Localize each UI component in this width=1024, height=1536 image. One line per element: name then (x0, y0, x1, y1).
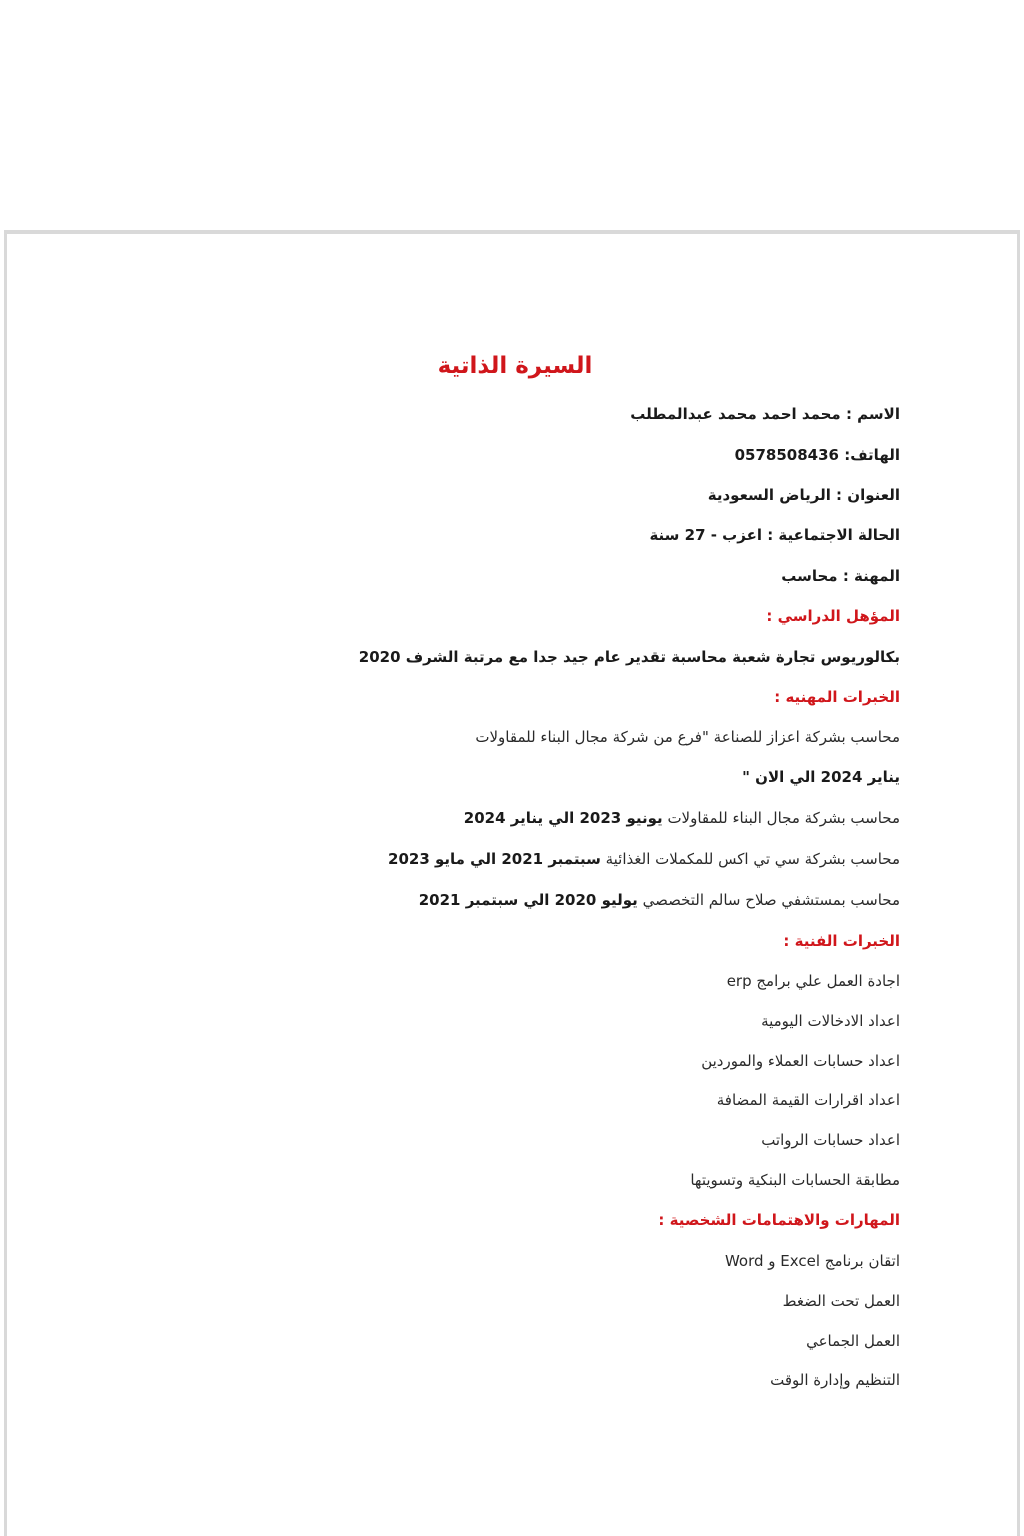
technical-item: اعداد اقرارات القيمة المضافة (716, 1091, 900, 1109)
personal-skill-item: العمل الجماعي (806, 1332, 900, 1350)
experience-item (475, 725, 900, 749)
education-heading: المؤهل الدراسي : (766, 607, 900, 625)
experience-heading: الخبرات المهنيه : (774, 688, 900, 706)
experience-role: محاسب بشركة اعزاز للصناعة "فرع من شركة مجال البناء للمقاولات (475, 728, 900, 746)
technical-item: مطابقة الحسابات البنكية وتسويتها (690, 1171, 900, 1189)
address-line: العنوان : الرياض السعودية (707, 486, 900, 504)
personal-skill-item: العمل تحت الضغط (782, 1292, 900, 1310)
personal-skill-item: التنظيم وإدارة الوقت (770, 1371, 900, 1389)
experience-dates: سبتمبر 2021 الي مايو 2023 (388, 850, 601, 868)
personal-skills-heading: المهارات والاهتمامات الشخصية : (658, 1211, 900, 1229)
experience-role: محاسب بشركة مجال البناء للمقاولات (667, 809, 900, 827)
technical-item: اعداد الادخالات اليومية (761, 1012, 900, 1030)
experience-dates: يونيو 2023 الي يناير 2024 (463, 809, 663, 827)
experience-item (742, 765, 900, 789)
marital-status-line: الحالة الاجتماعية : اعزب - 27 سنة (649, 526, 900, 544)
cv-title: السيرة الذاتية (437, 353, 593, 379)
experience-role: محاسب بمستشفي صلاح سالم التخصصي (642, 891, 900, 909)
name-line: الاسم : محمد احمد محمد عبدالمطلب (630, 405, 900, 423)
education-degree: بكالوريوس تجارة شعبة محاسبة تقدير عام جيد جدا مع مرتبة الشرف 2020 (358, 648, 900, 666)
profession-line: المهنة : محاسب (781, 567, 900, 585)
experience-role: محاسب بشركة سي تي اكس للمكملات الغذائية (605, 850, 900, 868)
phone-line: الهاتف: 0578508436 (734, 446, 900, 464)
experience-item (464, 806, 900, 830)
technical-item: اعداد حسابات الرواتب (761, 1131, 900, 1149)
experience-item (388, 847, 900, 871)
experience-dates: يوليو 2020 الي سبتمبر 2021 (418, 891, 638, 909)
technical-item: اجادة العمل علي برامج erp (726, 972, 900, 990)
technical-heading: الخبرات الفنية : (783, 932, 900, 950)
technical-item: اعداد حسابات العملاء والموردين (701, 1052, 900, 1070)
experience-dates: يناير 2024 الي الان " (742, 768, 900, 786)
experience-item (419, 888, 900, 912)
personal-skill-item: اتقان برنامج Excel و Word (724, 1252, 900, 1270)
